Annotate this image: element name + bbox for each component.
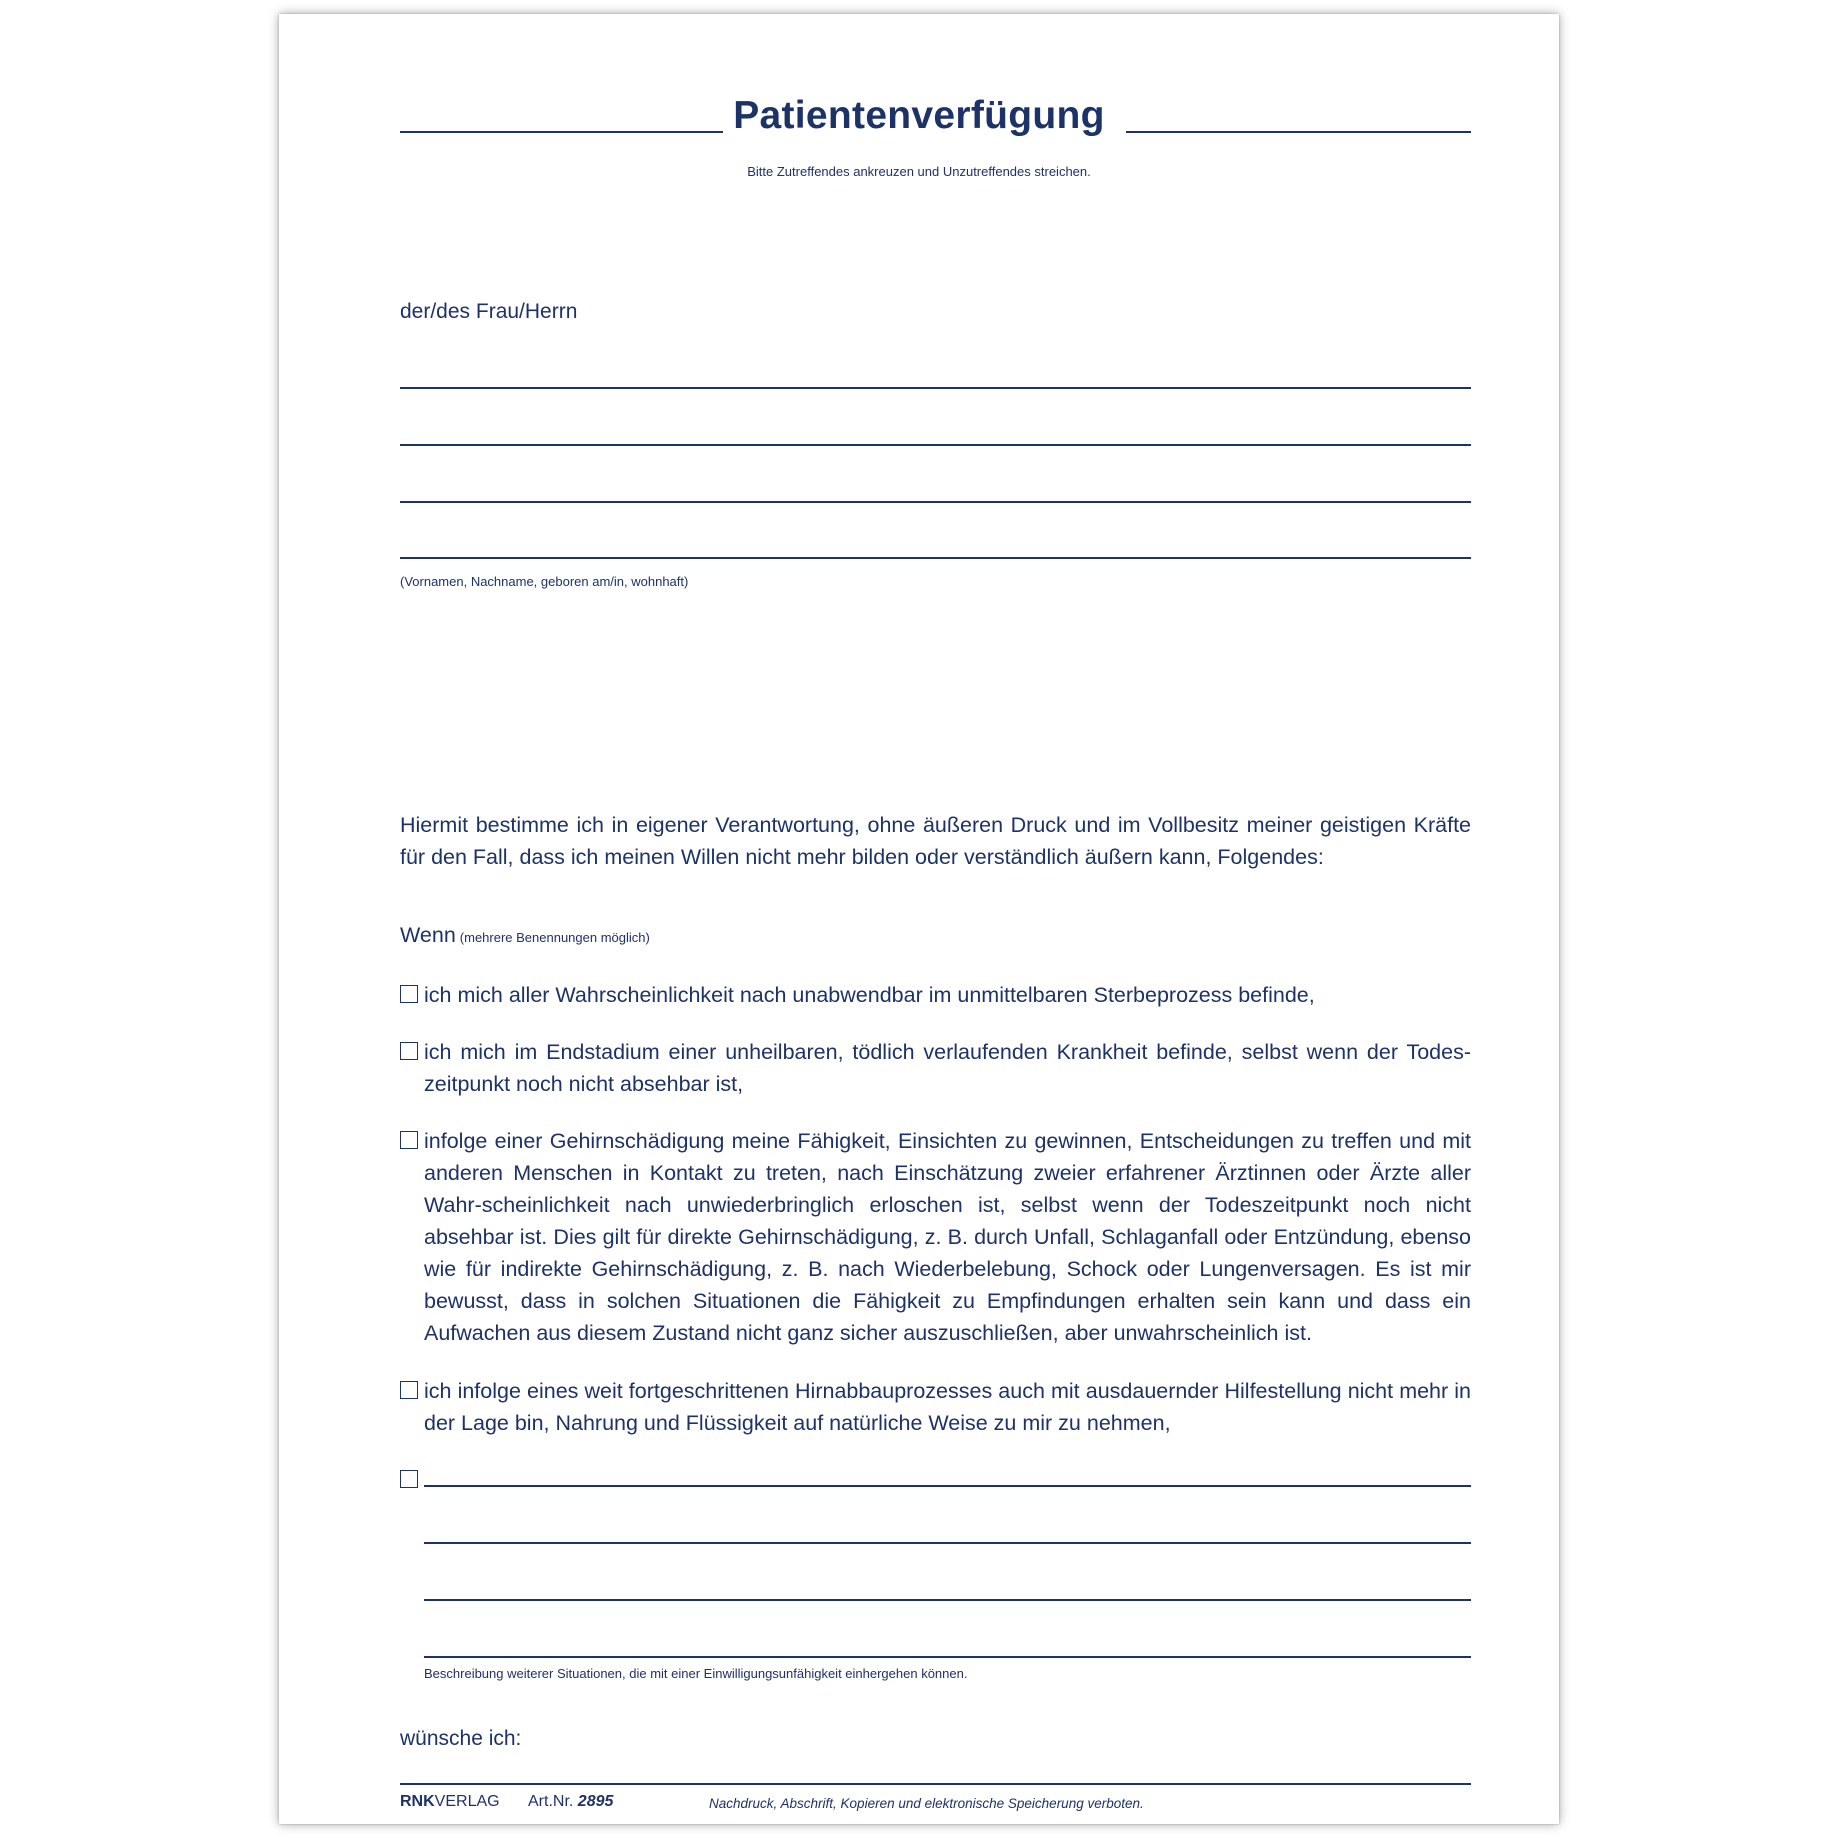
person-field-line-3[interactable] [400,501,1471,503]
copyright-notice: Nachdruck, Abschrift, Kopieren und elektronische Speicherung verboten. [709,1796,1144,1811]
other-field-line-4[interactable] [424,1656,1471,1658]
other-field-line-3[interactable] [424,1599,1471,1601]
person-field-line-2[interactable] [400,444,1471,446]
person-field-line-4[interactable] [400,557,1471,559]
conditions-heading-text: Wenn [400,923,456,947]
condition-text-2: ich mich im Endstadium einer unheilbaren, tödlich verlaufenden Krankheit befinde, selbst wenn der Todes-zeitpunkt noch nicht absehbar ist, [424,1040,1471,1096]
person-caption: (Vornamen, Nachname, geboren am/in, wohnhaft) [400,574,689,589]
form-subtitle: Bitte Zutreffendes ankreuzen und Unzutreffendes streichen. [747,164,1091,179]
condition-checkbox-other[interactable] [400,1470,418,1488]
person-field-line-1[interactable] [400,387,1471,389]
other-field-line-1[interactable] [424,1485,1471,1487]
form-sheet [279,14,1559,1824]
condition-checkbox-4[interactable] [400,1381,418,1399]
condition-checkbox-2[interactable] [400,1042,418,1060]
person-label: der/des Frau/Herrn [400,300,578,323]
condition-checkbox-1[interactable] [400,985,418,1003]
condition-checkbox-3[interactable] [400,1131,418,1149]
conditions-hint: (mehrere Benennungen möglich) [459,930,650,945]
article-value: 2895 [577,1793,614,1810]
other-caption: Beschreibung weiterer Situationen, die mit einer Einwilligungsunfähigkeit einhergehen können. [424,1666,968,1681]
condition-text-1: ich mich aller Wahrscheinlichkeit nach unabwendbar im unmittelbaren Sterbeprozess befinde, [424,983,1315,1007]
article-number [528,1793,613,1811]
brand-bold: RNK [400,1793,435,1810]
brand-rest: VERLAG [434,1793,500,1810]
condition-text-4: ich infolge eines weit fortgeschrittenen Hirnabbauprozesses auch mit ausdauernder Hilfestellung nicht mehr in der Lage bin, Nahrung und Flüssigkeit auf natürliche Weise zu mir zu nehmen, [424,1379,1471,1435]
article-label: Art.Nr. [528,1793,574,1810]
form-title: Patientenverfügung [279,94,1559,138]
condition-text-3: infolge einer Gehirnschädigung meine Fähigkeit, Einsichten zu gewinnen, Entscheidungen zu treffen und mit anderen Menschen in Kontakt zu treten, nach Einschätzung zweier erfahrener Ärztinnen oder Ärzte aller Wahr-scheinlichkeit nach unwiederbringlich erloschen ist, selbst wenn der Todeszeitpunkt noch nicht absehbar ist. Dies gilt für direkte Gehirnschädigung, z. B. durch Unfall, Schlaganfall oder Entzündung, ebenso wie für indirekte Gehirnschädigung, z. B. nach Wiederbelebung, Schock oder Lungenversagen. Es ist mir bewusst, dass in solchen Situationen die Fähigkeit zu Empfindungen erhalten sein kann und dass ein Aufwachen aus diesem Zustand nicht ganz sicher auszuschließen, aber unwahrscheinlich ist. [424,1129,1471,1345]
publisher-brand [400,1793,500,1811]
other-field-line-2[interactable] [424,1542,1471,1544]
footer-rule [400,1783,1471,1785]
intro-paragraph: Hiermit bestimme ich in eigener Verantwortung, ohne äußeren Druck und im Vollbesitz meiner geistigen Kräfte für den Fall, dass ich meinen Willen nicht mehr bilden oder verständlich äußern kann, Folgendes: [400,813,1471,869]
wish-label: wünsche ich: [400,1727,522,1750]
conditions-heading [400,923,650,948]
